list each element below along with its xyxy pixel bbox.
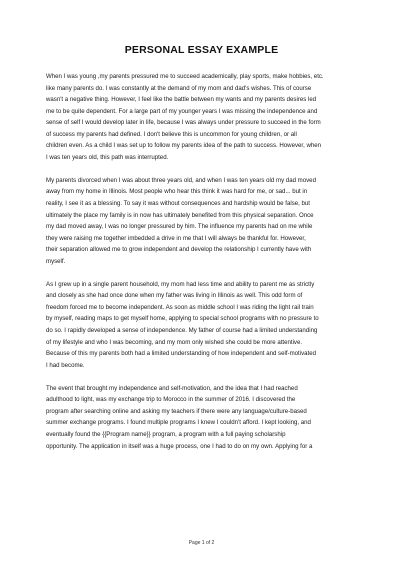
paragraph-line: program after searching online and asking my teachers if there were any language/culture-based <box>46 407 307 415</box>
paragraph-line: adulthood to light, was my exchange trip to Morocco in the summer of 2016. I discovered the <box>46 396 296 404</box>
paragraph-line: The event that brought my independence and self-motivation, and the idea that I had reached <box>46 384 298 392</box>
paragraph-line: of my lifestyle and who I was becoming, and my mom only wished she could be more attentive. <box>46 338 303 346</box>
paragraph-line: summer exchange programs. I found multiple programs I knew I couldn't afford. I kept looking, and <box>46 419 311 427</box>
paragraph-line: Because of this my parents both had a limited understanding of how independent and self-motivated <box>46 350 316 358</box>
essay-paragraph <box>46 175 358 267</box>
document-title: PERSONAL ESSAY EXAMPLE <box>124 44 279 56</box>
paragraph-line: my dad moved away, I was no longer pressured by him. The influence my parents had on me while <box>46 223 313 231</box>
paragraph-line: wasn't a negative thing. However, I feel like the battle between my wants and my parents desires led <box>46 96 317 104</box>
paragraph-line: by myself, reading maps to get myself home, applying to special school programs with no pressure to <box>46 315 319 323</box>
essay-body <box>46 71 358 464</box>
paragraph-line: they were raising me together imbedded a drive in me that I will always be thankful for. However, <box>46 234 306 242</box>
paragraph-line: As I grew up in a single parent household, my mom had less time and ability to parent me as strictly <box>46 280 315 288</box>
paragraph-line: myself. <box>46 257 66 265</box>
paragraph-line: away from my home in Illinois. Most people who hear this think it was hard for me, or sad... but in <box>46 188 308 196</box>
paragraph-line: I was ten years old, this path was interrupted. <box>46 153 169 161</box>
paragraph-line: reality, I see it as a blessing. To say it was without consequences and hardship would be false, but <box>46 200 310 208</box>
paragraph-line: do so. I rapidly developed a sense of independence. My father of course had a limited understanding <box>46 327 318 335</box>
paragraph-line: freedom forced me to become independent. As soon as middle school I was riding the light rail train <box>46 303 314 311</box>
paragraph-line: My parents divorced when I was about three years old, and when I was ten years old my dad moved <box>46 176 316 184</box>
paragraph-line: When I was young ,my parents pressured me to succeed academically, play sports, make hobbies, etc. <box>46 73 324 80</box>
paragraph-line: opportunity. The application in itself was a huge process, one I had to do on my own. Applying for a <box>46 442 313 450</box>
essay-paragraph <box>46 383 358 452</box>
page-number: Page 1 of 2 <box>188 540 215 546</box>
paragraph-line: and closely as she had once done when my father was living in Illinois as well. This odd form of <box>46 292 303 300</box>
paragraph-line: children even. As a child I was set up to follow my parents idea of the path to success. However, when <box>46 142 322 150</box>
paragraph-line: I had become. <box>46 361 85 369</box>
paragraph-line: ultimately the place my family is in now has ultimately benefited from this physical separation. Once <box>46 211 314 219</box>
essay-paragraph <box>46 71 358 163</box>
paragraph-line: like many parents do. I was constantly at the demand of my mom and dad's wishes. This of course <box>46 84 312 92</box>
paragraph-line: their separation allowed me to grow independent and develop the relationship I currently have with <box>46 246 312 254</box>
paragraph-line: me to be quite dependent. For a large part of my younger years I was missing the independence and <box>46 107 318 115</box>
paragraph-line: of success my parents had defined. I don't believe this is uncommon for young children, or all <box>46 130 297 138</box>
essay-paragraph <box>46 279 358 371</box>
paragraph-line: sense of self I would develop later in life, because I was always under pressure to succeed in the form <box>46 119 321 127</box>
paragraph-line: eventually found the {{Program name}} program, a program with a full paying scholarship <box>46 430 286 438</box>
